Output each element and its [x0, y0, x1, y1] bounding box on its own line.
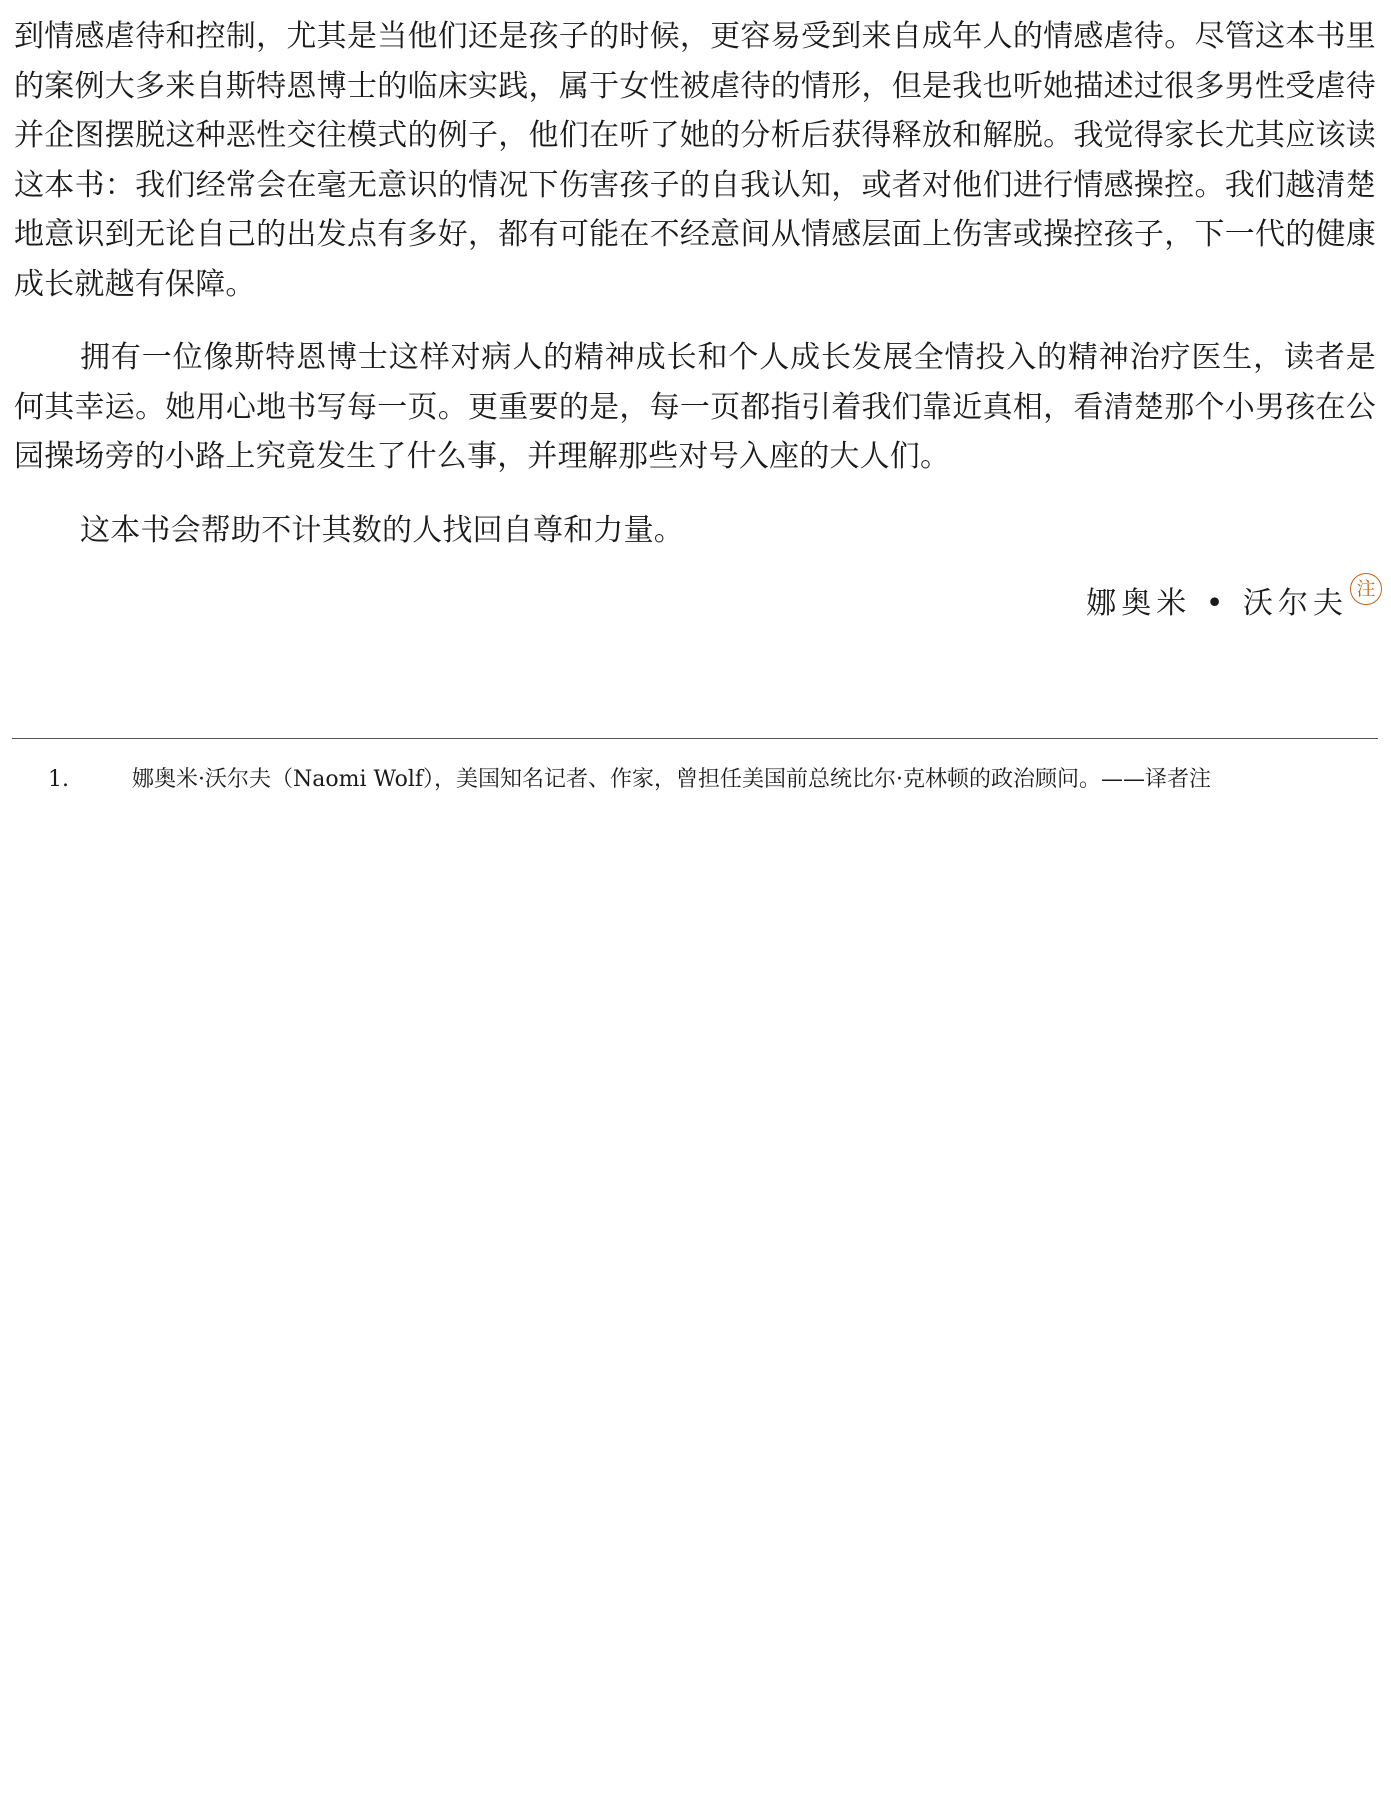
footnote-text: 娜奥米·沃尔夫（Naomi Wolf），美国知名记者、作家，曾担任美国前总统比尔·克林顿的政治顾问。——译者注 [132, 767, 1212, 792]
author-signature [14, 579, 1376, 629]
paragraph-2: 拥有一位像斯特恩博士这样对病人的精神成长和个人成长发展全情投入的精神治疗医生，读者是何其幸运。她用心地书写每一页。更重要的是，每一页都指引着我们靠近真相，看清楚那个小男孩在公园操场旁的小路上究竟发生了什么事，并理解那些对号入座的大人们。 [14, 340, 1376, 474]
signature-name: 娜奥米 • 沃尔夫 [1086, 586, 1348, 621]
footnote-marker-icon[interactable]: 注 [1350, 573, 1382, 605]
footnote-divider [12, 738, 1378, 739]
document-body [14, 12, 1376, 629]
footnote [48, 765, 1378, 795]
footnote-number: 1. [48, 767, 69, 792]
paragraph-1: 到情感虐待和控制，尤其是当他们还是孩子的时候，更容易受到来自成年人的情感虐待。尽管这本书里的案例大多来自斯特恩博士的临床实践，属于女性被虐待的情形，但是我也听她描述过很多男性受虐待并企图摆脱这种恶性交往模式的例子，他们在听了她的分析后获得释放和解脱。我觉得家长尤其应该读这本书：我们经常会在毫无意识的情况下伤害孩子的自我认知，或者对他们进行情感操控。我们越清楚地意识到无论自己的出发点有多好，都有可能在不经意间从情感层面上伤害或操控孩子，下一代的健康成长就越有保障。 [14, 19, 1376, 302]
paragraph-3: 这本书会帮助不计其数的人找回自尊和力量。 [80, 512, 684, 548]
